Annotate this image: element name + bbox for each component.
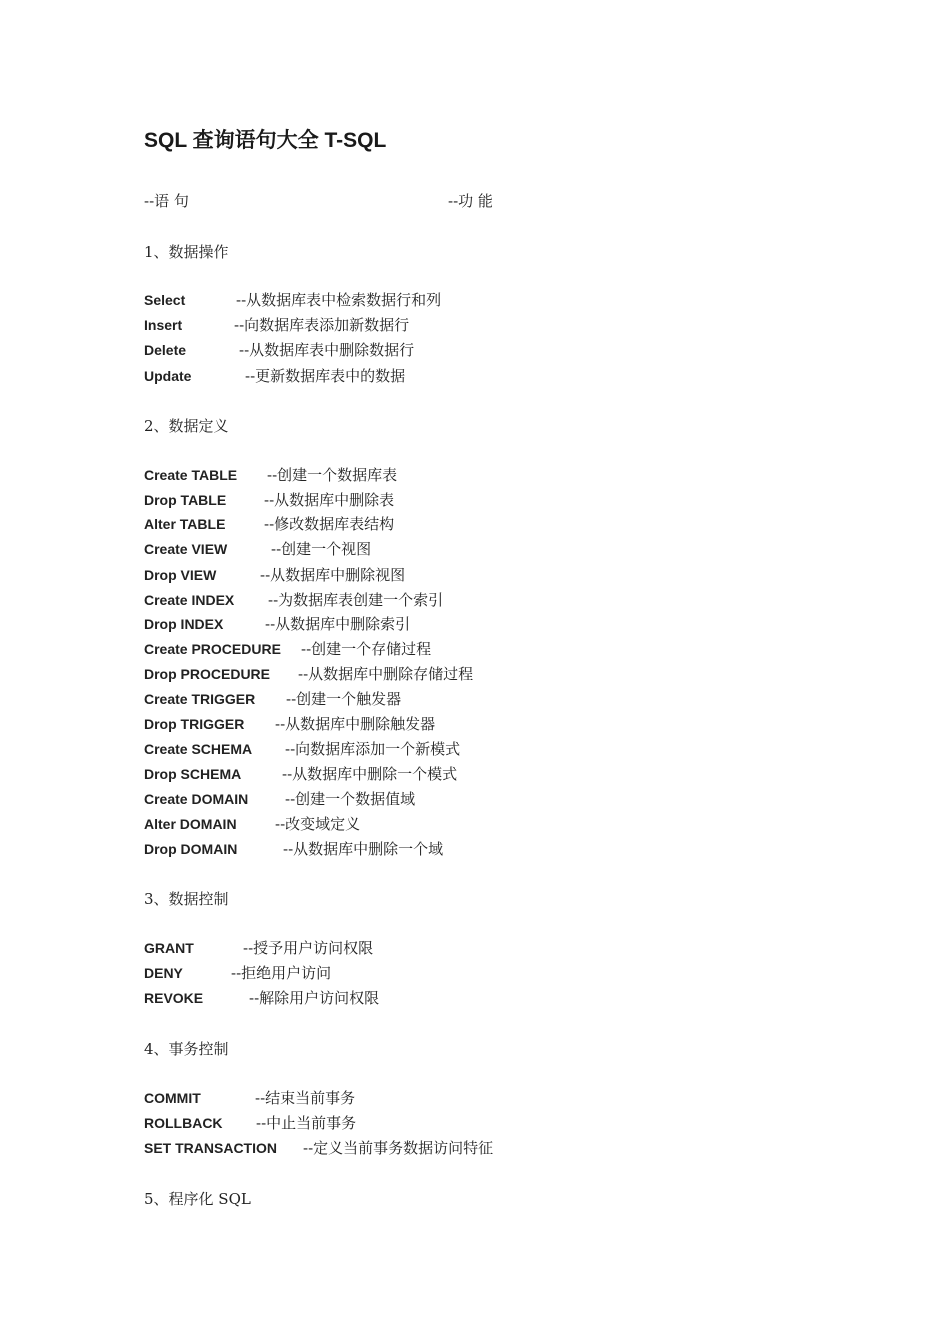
statement-description: --创建一个触发器 [286,690,402,708]
statement-keyword: REVOKE [144,990,204,1006]
statement-keyword: Alter TABLE [144,516,226,532]
statement-keyword: Delete [144,342,187,358]
header-statement-column: --语 句 [144,192,189,210]
statement-description: --从数据库中删除表 [264,491,395,509]
statement-description: --向数据库添加一个新模式 [285,740,461,758]
statement-keyword: Drop PROCEDURE [144,666,271,682]
statement-keyword: Create DOMAIN [144,791,249,807]
statement-keyword: GRANT [144,940,194,956]
statement-keyword: Create TRIGGER [144,691,256,707]
statement-keyword: Drop SCHEMA [144,766,242,782]
statement-keyword: Create PROCEDURE [144,641,281,657]
statement-keyword: ROLLBACK [144,1115,223,1131]
statement-keyword: SET TRANSACTION [144,1140,277,1156]
statement-description: --创建一个数据值域 [285,790,416,808]
statement-description: --中止当前事务 [256,1114,357,1132]
statement-description: --为数据库表创建一个索引 [268,591,444,609]
statement-keyword: Update [144,368,192,384]
statement-description: --从数据库中删除存储过程 [298,665,474,683]
statement-description: --从数据库中删除触发器 [275,715,436,733]
statement-description: --创建一个数据库表 [267,466,398,484]
statement-keyword: COMMIT [144,1090,201,1106]
statement-description: --创建一个存储过程 [301,640,432,658]
header-function-column: --功 能 [448,192,493,210]
statement-description: --从数据库中删除索引 [265,615,411,633]
statement-description: --修改数据库表结构 [264,515,395,533]
statement-keyword: Create VIEW [144,541,228,557]
statement-keyword: DENY [144,965,183,981]
section-heading: 2、数据定义 [144,417,229,435]
statement-keyword: Drop VIEW [144,567,217,583]
statement-keyword: Drop TRIGGER [144,716,245,732]
section-heading: 3、数据控制 [144,890,229,908]
statement-description: --更新数据库表中的数据 [245,367,406,385]
statement-description: --从数据库中删除一个模式 [282,765,458,783]
statement-description: --结束当前事务 [255,1089,356,1107]
statement-description: --从数据库中删除视图 [260,566,406,584]
statement-description: --改变域定义 [275,815,361,833]
statement-keyword: Drop TABLE [144,492,227,508]
statement-description: --从数据库表中删除数据行 [239,341,415,359]
statement-keyword: Drop INDEX [144,616,224,632]
statement-keyword: Alter DOMAIN [144,816,237,832]
statement-keyword: Create SCHEMA [144,741,253,757]
statement-keyword: Select [144,292,186,308]
document-title: SQL 查询语句大全 T-SQL [144,129,387,152]
statement-description: --解除用户访问权限 [249,989,380,1007]
statement-description: --授予用户访问权限 [243,939,374,957]
section-heading: 1、数据操作 [144,243,229,261]
section-heading: 4、事务控制 [144,1040,229,1058]
statement-keyword: Create TABLE [144,467,238,483]
statement-description: --从数据库中删除一个域 [283,840,444,858]
statement-description: --从数据库表中检索数据行和列 [236,291,442,309]
statement-keyword: Insert [144,317,183,333]
section-heading: 5、程序化 SQL [144,1190,251,1208]
statement-description: --创建一个视图 [271,540,372,558]
statement-description: --向数据库表添加新数据行 [234,316,410,334]
statement-description: --拒绝用户访问 [231,964,332,982]
statement-description: --定义当前事务数据访问特征 [303,1139,494,1157]
statement-keyword: Create INDEX [144,592,235,608]
statement-keyword: Drop DOMAIN [144,841,238,857]
